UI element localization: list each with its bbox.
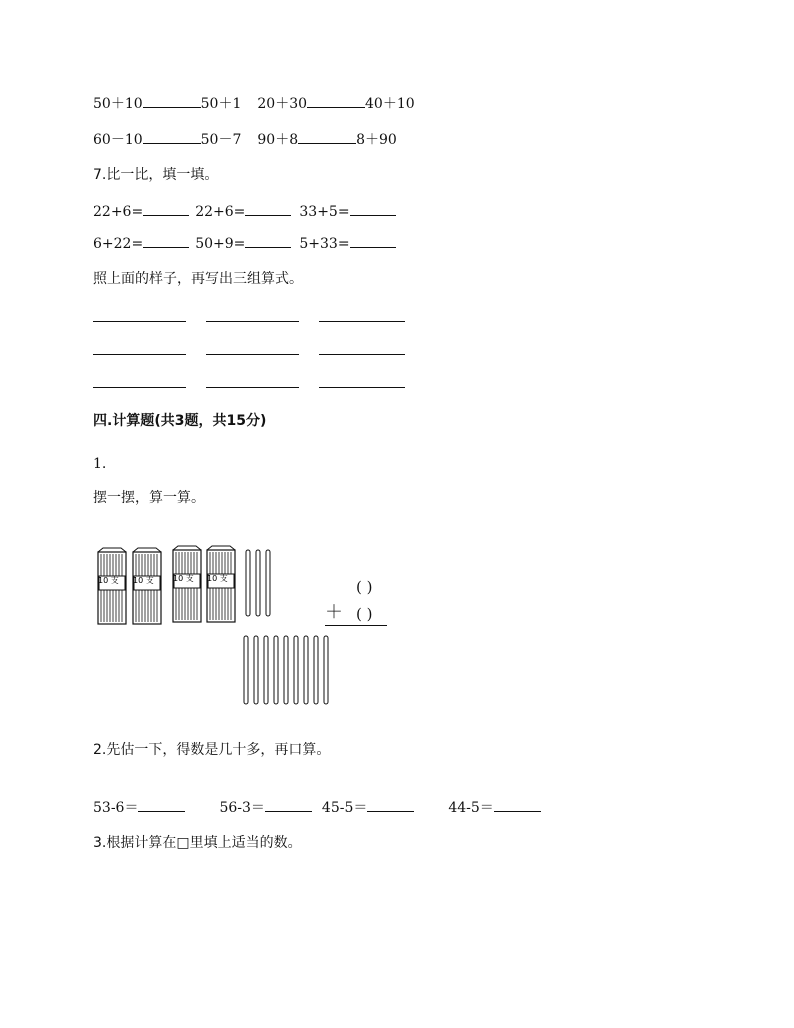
expr: 60－10: [93, 132, 143, 148]
writing-line[interactable]: [206, 387, 299, 388]
expr: 22+6=: [195, 204, 246, 220]
bundle-1: [98, 548, 126, 624]
expr: 22+6=: [93, 204, 144, 220]
bundle-label: 10 支: [98, 576, 119, 585]
q7-title: 7.比一比，填一填。: [93, 167, 219, 183]
q2-text: 2.先估一下，得数是几十多，再口算。: [93, 742, 331, 758]
writing-line[interactable]: [93, 321, 186, 322]
expr: 90＋8: [257, 132, 299, 148]
compare-row-1: [93, 94, 415, 113]
section-title: 四.计算题(共3题，共15分): [93, 413, 267, 429]
loose-stick: [246, 550, 250, 616]
writing-line[interactable]: [93, 354, 186, 355]
plus-sign: ＋: [325, 602, 343, 623]
paren-bottom[interactable]: ( ): [356, 605, 373, 623]
loose-stick: [324, 636, 328, 704]
loose-stick: [274, 636, 278, 704]
writing-line[interactable]: [319, 387, 405, 388]
compare-row-2: [93, 130, 397, 149]
writing-line[interactable]: [319, 354, 405, 355]
answer-blank[interactable]: [367, 798, 414, 812]
writing-line[interactable]: [93, 387, 186, 388]
q7-instruction: 照上面的样子，再写出三组算式。: [93, 271, 303, 287]
answer-blank[interactable]: [245, 202, 291, 216]
loose-stick: [244, 636, 248, 704]
paren-top[interactable]: ( ): [356, 578, 373, 596]
expr: 5+33=: [299, 236, 350, 252]
q7-row-2: [93, 234, 396, 253]
expr: 8＋90: [356, 132, 397, 148]
loose-stick: [254, 636, 258, 704]
answer-blank[interactable]: [143, 234, 189, 248]
expr: 6+22=: [93, 236, 144, 252]
expr: 50－7: [200, 132, 242, 148]
answer-blank[interactable]: [307, 94, 365, 108]
writing-line[interactable]: [206, 321, 299, 322]
expr: 50＋10: [93, 96, 143, 112]
loose-stick: [264, 636, 268, 704]
bundle-label: 10 支: [173, 574, 194, 583]
q2-row: [93, 798, 541, 817]
expr: 50＋1: [200, 96, 242, 112]
answer-blank[interactable]: [350, 202, 396, 216]
loose-stick: [266, 550, 270, 616]
loose-stick: [304, 636, 308, 704]
writing-line[interactable]: [206, 354, 299, 355]
bundle-4: [207, 546, 235, 622]
q1-number: 1.: [93, 456, 107, 472]
expr: 40＋10: [365, 96, 415, 112]
expr: 50+9=: [195, 236, 246, 252]
bundle-3: [173, 546, 201, 622]
q1-text: 摆一摆，算一算。: [93, 490, 205, 506]
answer-blank[interactable]: [143, 202, 189, 216]
sum-line: [325, 625, 387, 626]
loose-stick: [294, 636, 298, 704]
q7-row-1: [93, 202, 396, 221]
bundle-label: 10 支: [207, 574, 228, 583]
expr: 20＋30: [257, 96, 308, 112]
expr: 56-3＝: [219, 800, 265, 816]
answer-blank[interactable]: [138, 798, 185, 812]
answer-blank[interactable]: [143, 94, 201, 108]
bundle-label: 10 支: [133, 576, 154, 585]
loose-stick: [284, 636, 288, 704]
expr: 53-6＝: [93, 800, 139, 816]
answer-blank[interactable]: [245, 234, 291, 248]
answer-blank[interactable]: [494, 798, 541, 812]
answer-blank[interactable]: [350, 234, 396, 248]
expr: 33+5=: [299, 204, 350, 220]
expr: 44-5＝: [448, 800, 494, 816]
q3-text: 3.根据计算在□里填上适当的数。: [93, 835, 302, 851]
answer-blank[interactable]: [143, 130, 201, 144]
loose-stick: [314, 636, 318, 704]
answer-blank[interactable]: [298, 130, 356, 144]
expr: 45-5＝: [321, 800, 368, 816]
answer-blank[interactable]: [265, 798, 312, 812]
writing-line[interactable]: [319, 321, 405, 322]
bundle-2: [133, 548, 161, 624]
loose-stick: [256, 550, 260, 616]
